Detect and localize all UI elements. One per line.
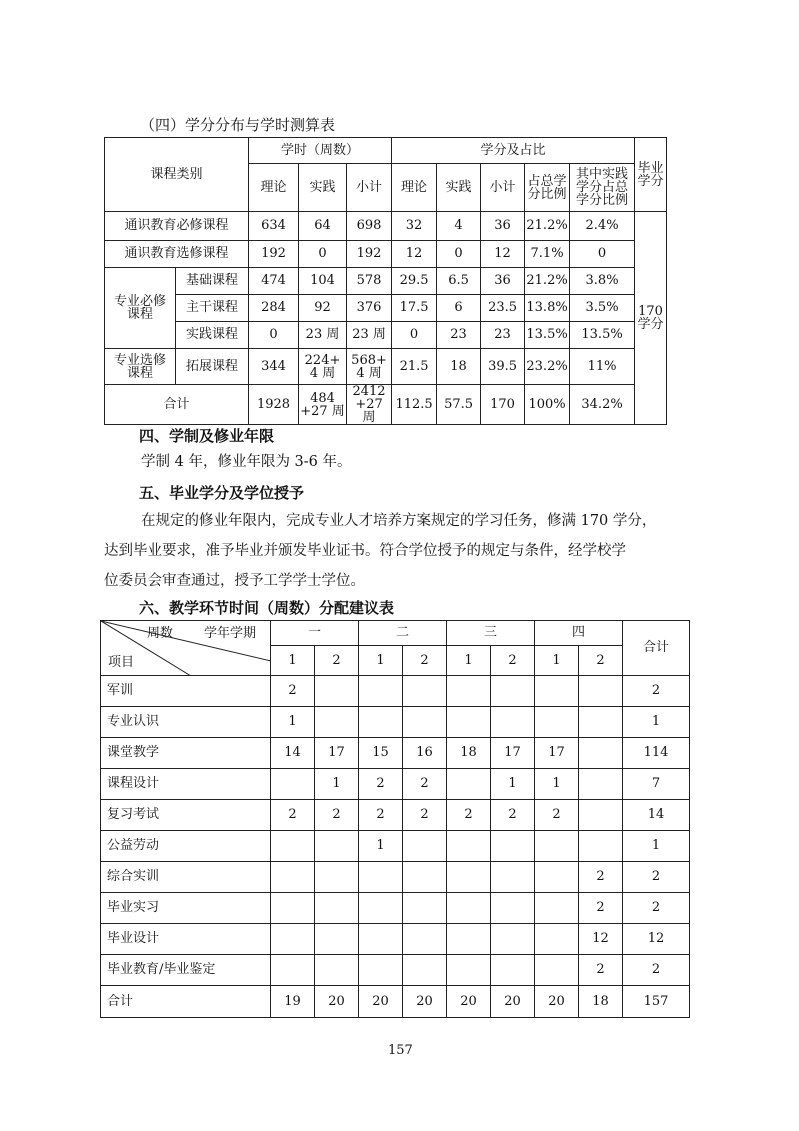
cell: 14 (271, 738, 315, 769)
cell: 39.5 (481, 349, 525, 385)
cell: 2 (579, 893, 623, 924)
cell: 1 (491, 769, 535, 800)
cell: 20 (403, 986, 447, 1018)
cell: 12 (579, 924, 623, 955)
cell: 23.5 (481, 295, 525, 322)
row-total: 1 (623, 831, 690, 862)
cell (447, 676, 491, 707)
cell (579, 800, 623, 831)
row-item-label: 军训 (101, 676, 271, 707)
cell (271, 955, 315, 986)
cell: 3.5% (570, 295, 635, 322)
cell: 2 (403, 800, 447, 831)
cell: 13.5% (570, 322, 635, 349)
table-row (101, 862, 690, 893)
cell: 15 (359, 738, 403, 769)
term-header: 1 (271, 646, 315, 676)
row-category: 通识教育必修课程 (105, 212, 249, 241)
table-row (101, 831, 690, 862)
cell: 104 (299, 268, 347, 295)
section4-text: 学制 4 年，修业年限为 3-6 年。 (141, 454, 352, 470)
cell: 6 (437, 295, 481, 322)
cell: 484 +27 周 (299, 385, 347, 425)
cell: 34.2% (570, 385, 635, 425)
cell: 2 (359, 769, 403, 800)
year-header: 三 (447, 621, 535, 646)
cell (447, 893, 491, 924)
cell (447, 769, 491, 800)
cell (359, 676, 403, 707)
term-header: 2 (403, 646, 447, 676)
cell (535, 862, 579, 893)
cell: 2.4% (570, 212, 635, 241)
row-item-label: 综合实训 (101, 862, 271, 893)
header-credits-practice: 实践 (437, 164, 481, 212)
cell (403, 924, 447, 955)
cell (315, 862, 359, 893)
header-ratio: 占总学 分比例 (525, 164, 570, 212)
cell (271, 924, 315, 955)
table-row-total (105, 385, 667, 425)
cell: 19 (271, 986, 315, 1018)
cell: 20 (491, 986, 535, 1018)
row-item-label: 课堂教学 (101, 738, 271, 769)
total-header: 合计 (623, 621, 690, 676)
cell: 18 (437, 349, 481, 385)
diagonal-header-cell (101, 621, 271, 676)
cell: 1928 (249, 385, 299, 425)
cell: 376 (347, 295, 392, 322)
cell (271, 893, 315, 924)
row-item-label: 专业认识 (101, 707, 271, 738)
cell: 17 (535, 738, 579, 769)
cell (535, 893, 579, 924)
cell (447, 831, 491, 862)
term-header: 1 (535, 646, 579, 676)
header-hours-subtotal: 小计 (347, 164, 392, 212)
cell: 20 (447, 986, 491, 1018)
cell: 13.5% (525, 322, 570, 349)
cell: 20 (315, 986, 359, 1018)
cell: 2 (491, 800, 535, 831)
row-item-label: 毕业教育/毕业鉴定 (101, 955, 271, 986)
cell: 18 (579, 986, 623, 1018)
cell: 23 (437, 322, 481, 349)
cell: 2 (535, 800, 579, 831)
row-total: 7 (623, 769, 690, 800)
cell: 2 (359, 800, 403, 831)
year-header: 一 (271, 621, 359, 646)
cell (359, 893, 403, 924)
header-practice-ratio: 其中实践 学分占总 学分比例 (570, 164, 635, 212)
table-row (101, 924, 690, 955)
cell (403, 707, 447, 738)
cell (403, 831, 447, 862)
cell: 2 (579, 862, 623, 893)
cell: 36 (481, 268, 525, 295)
row-item-label: 课程设计 (101, 769, 271, 800)
row-subcategory: 拓展课程 (176, 349, 249, 385)
row-total: 2 (623, 862, 690, 893)
cell: 0 (299, 241, 347, 268)
cell (491, 862, 535, 893)
header-credits-subtotal: 小计 (481, 164, 525, 212)
cell: 474 (249, 268, 299, 295)
cell (447, 955, 491, 986)
cell: 29.5 (392, 268, 437, 295)
section6-heading: 六、教学环节时间（周数）分配建议表 (139, 599, 395, 617)
cell (579, 707, 623, 738)
cell (271, 862, 315, 893)
cell: 3.8% (570, 268, 635, 295)
cell: 64 (299, 212, 347, 241)
cell (535, 676, 579, 707)
term-header: 2 (315, 646, 359, 676)
row-total: 114 (623, 738, 690, 769)
table-row (101, 707, 690, 738)
cell (359, 955, 403, 986)
table-row (105, 295, 667, 322)
cell: 192 (249, 241, 299, 268)
cell: 0 (437, 241, 481, 268)
cell: 112.5 (392, 385, 437, 425)
cell: 23 (481, 322, 525, 349)
header-credits-group: 学分及占比 (392, 138, 635, 164)
cell: 6.5 (437, 268, 481, 295)
row-total: 1 (623, 707, 690, 738)
cell: 20 (535, 986, 579, 1018)
cell: 23 周 (299, 322, 347, 349)
table-row (101, 738, 690, 769)
major-required-label: 专业必修 课程 (105, 268, 176, 349)
cell (271, 769, 315, 800)
cell (535, 707, 579, 738)
cell: 17.5 (392, 295, 437, 322)
cell: 2 (403, 769, 447, 800)
cell (491, 831, 535, 862)
cell (535, 955, 579, 986)
cell: 0 (570, 241, 635, 268)
section5-line3: 位委员会审查通过，授予工学学士学位。 (104, 573, 365, 589)
row-total: 2 (623, 955, 690, 986)
cell (491, 893, 535, 924)
cell (315, 676, 359, 707)
term-header: 1 (447, 646, 491, 676)
cell (447, 862, 491, 893)
term-header: 2 (491, 646, 535, 676)
cell (359, 924, 403, 955)
cell: 23.2% (525, 349, 570, 385)
page-number: 157 (388, 1043, 413, 1058)
cell: 1 (359, 831, 403, 862)
cell: 4 (437, 212, 481, 241)
cell: 578 (347, 268, 392, 295)
cell: 13.8% (525, 295, 570, 322)
row-item-label: 毕业设计 (101, 924, 271, 955)
cell (579, 831, 623, 862)
major-elective-label: 专业选修 课程 (105, 349, 176, 385)
cell (403, 893, 447, 924)
table-row-total (101, 986, 690, 1018)
cell (359, 707, 403, 738)
cell (403, 955, 447, 986)
cell: 32 (392, 212, 437, 241)
cell (491, 676, 535, 707)
cell (579, 738, 623, 769)
term-header: 1 (359, 646, 403, 676)
cell: 16 (403, 738, 447, 769)
teaching-schedule-table (100, 620, 690, 1018)
cell (403, 862, 447, 893)
cell: 170 (481, 385, 525, 425)
table-row (101, 769, 690, 800)
row-item-label: 合计 (101, 986, 271, 1018)
cell (447, 924, 491, 955)
cell: 284 (249, 295, 299, 322)
cell: 17 (315, 738, 359, 769)
cell: 21.2% (525, 268, 570, 295)
credit-distribution-table (104, 137, 667, 425)
cell (359, 862, 403, 893)
cell: 21.5 (392, 349, 437, 385)
row-total: 157 (623, 986, 690, 1018)
section4-heading: 四、学制及修业年限 (139, 427, 275, 445)
table-row (101, 893, 690, 924)
cell: 1 (271, 707, 315, 738)
table-row (101, 676, 690, 707)
cell: 0 (249, 322, 299, 349)
cell: 21.2% (525, 212, 570, 241)
cell: 18 (447, 738, 491, 769)
row-item-label: 复习考试 (101, 800, 271, 831)
cell: 568+ 4 周 (347, 349, 392, 385)
cell: 7.1% (525, 241, 570, 268)
cell: 224+ 4 周 (299, 349, 347, 385)
row-subcategory: 主干课程 (176, 295, 249, 322)
row-total: 12 (623, 924, 690, 955)
cell (315, 955, 359, 986)
cell: 344 (249, 349, 299, 385)
header-hours-group: 学时（周数） (249, 138, 392, 164)
table-row (105, 241, 667, 268)
row-total: 14 (623, 800, 690, 831)
cell: 2 (447, 800, 491, 831)
year-header: 二 (359, 621, 447, 646)
cell: 192 (347, 241, 392, 268)
table-row (101, 955, 690, 986)
cell: 634 (249, 212, 299, 241)
cell: 0 (392, 322, 437, 349)
cell (447, 707, 491, 738)
section5-heading: 五、毕业学分及学位授予 (139, 484, 305, 502)
cell: 36 (481, 212, 525, 241)
row-total: 2 (623, 676, 690, 707)
row-category: 合计 (105, 385, 249, 425)
cell: 1 (535, 769, 579, 800)
cell: 12 (392, 241, 437, 268)
row-item-label: 毕业实习 (101, 893, 271, 924)
cell (271, 831, 315, 862)
cell (491, 924, 535, 955)
cell (491, 955, 535, 986)
table-row (105, 212, 667, 241)
table1-caption: （四）学分分布与学时测算表 (140, 116, 336, 134)
header-hours-theory: 理论 (249, 164, 299, 212)
table-row (105, 268, 667, 295)
table-row (105, 349, 667, 385)
cell: 57.5 (437, 385, 481, 425)
cell (315, 831, 359, 862)
row-total: 2 (623, 893, 690, 924)
cell (315, 893, 359, 924)
header-hours-practice: 实践 (299, 164, 347, 212)
cell: 2412 +27 周 (347, 385, 392, 425)
cell: 17 (491, 738, 535, 769)
cell: 1 (315, 769, 359, 800)
graduation-credits-value: 170 学分 (635, 212, 667, 425)
term-header: 2 (579, 646, 623, 676)
cell: 2 (271, 676, 315, 707)
cell (579, 676, 623, 707)
cell: 20 (359, 986, 403, 1018)
cell (579, 769, 623, 800)
diag-weeks-label: 周数 (147, 626, 174, 641)
diag-term-label: 学年学期 (204, 626, 257, 641)
cell: 2 (271, 800, 315, 831)
row-subcategory: 实践课程 (176, 322, 249, 349)
header-credits-theory: 理论 (392, 164, 437, 212)
cell: 11% (570, 349, 635, 385)
cell: 12 (481, 241, 525, 268)
header-graduation-credits: 毕业 学分 (635, 138, 667, 212)
table-row (105, 322, 667, 349)
year-header: 四 (535, 621, 623, 646)
cell: 698 (347, 212, 392, 241)
diag-item-label: 项目 (108, 655, 135, 670)
row-subcategory: 基础课程 (176, 268, 249, 295)
cell: 100% (525, 385, 570, 425)
cell (315, 924, 359, 955)
cell: 92 (299, 295, 347, 322)
cell: 23 周 (347, 322, 392, 349)
cell: 2 (315, 800, 359, 831)
section5-line1: 在规定的修业年限内，完成专业人才培养方案规定的学习任务，修满 170 学分， (141, 513, 657, 529)
cell (491, 707, 535, 738)
table-row (101, 800, 690, 831)
header-category: 课程类别 (105, 138, 249, 212)
cell (535, 831, 579, 862)
row-category: 通识教育选修课程 (105, 241, 249, 268)
cell (315, 707, 359, 738)
cell: 2 (579, 955, 623, 986)
section5-line2: 达到毕业要求，准予毕业并颁发毕业证书。符合学位授予的规定与条件，经学校学 (104, 543, 626, 559)
cell (403, 676, 447, 707)
cell (535, 924, 579, 955)
row-item-label: 公益劳动 (101, 831, 271, 862)
